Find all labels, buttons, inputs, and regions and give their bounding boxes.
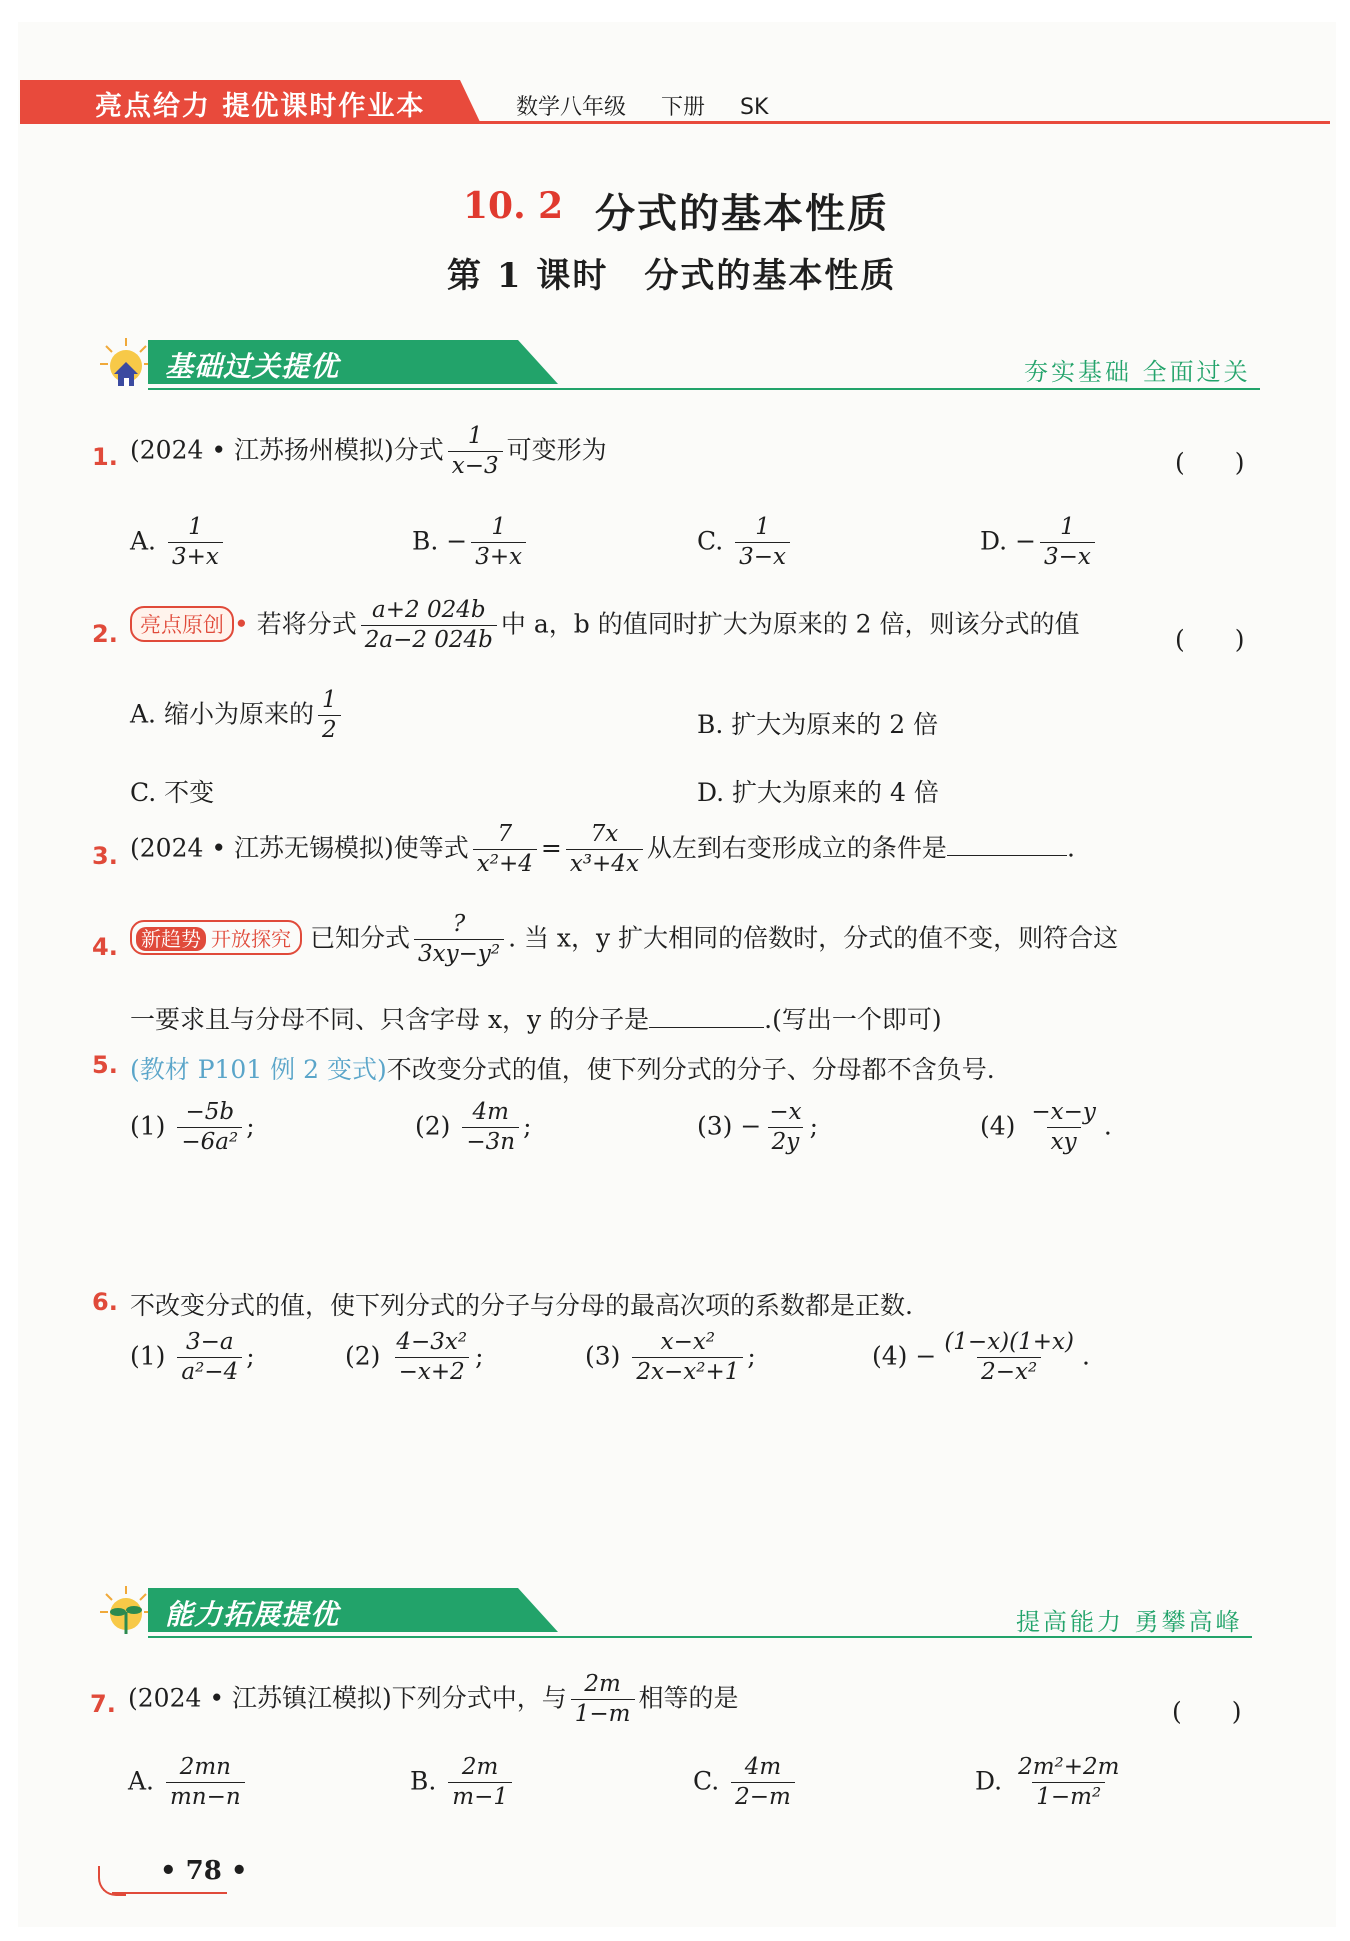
option-label: B. — [410, 1766, 437, 1796]
fraction-numerator: −x — [769, 1099, 802, 1125]
fraction-numerator: −x−y — [1031, 1099, 1096, 1125]
option-text: A. 缩小为原来的 — [130, 699, 314, 729]
option-label: C. — [693, 1766, 720, 1796]
badge-open-explore: 开放探究 — [211, 927, 291, 952]
fraction-denominator: 3−x — [735, 542, 790, 570]
fraction — [1040, 515, 1095, 571]
fraction — [462, 1100, 519, 1156]
question-1-stem — [130, 424, 607, 480]
option-label: A. — [130, 526, 157, 556]
option-label: (3) — [585, 1341, 621, 1371]
punctuation: ; — [475, 1341, 484, 1371]
option-b: B. 扩大为原来的 2 倍 — [697, 710, 939, 739]
option-label: D. — [980, 526, 1008, 556]
fraction — [361, 598, 497, 654]
question-2-stem: 亮点原创 • 若将分式 $\frac{a+2 024b}{2a-2 024b}$ 中 a，b 的值同时扩大为原来的 2 倍，则该分式的值 — [130, 598, 1080, 654]
badge-new-trend: 新趋势 — [136, 927, 206, 951]
answer-blank[interactable] — [649, 1007, 764, 1028]
fraction — [168, 515, 223, 571]
fraction-denominator: 3+x — [471, 542, 526, 570]
period: . — [1066, 833, 1075, 863]
fraction-numerator: 7x — [590, 821, 619, 847]
question-text: 相等的是 — [638, 1683, 739, 1713]
page-number: • 78 • — [160, 1856, 248, 1886]
option-a — [130, 688, 345, 744]
fraction — [318, 688, 341, 744]
question-number: 1. — [92, 443, 118, 471]
book-info — [516, 90, 796, 121]
punctuation: ; — [747, 1341, 756, 1371]
fraction-denominator: 2−m — [731, 1782, 795, 1810]
minus-sign: − — [740, 1111, 762, 1141]
fraction-numerator: 3−a — [185, 1329, 234, 1355]
fraction-numerator: 2m — [584, 1671, 621, 1697]
fraction — [448, 424, 503, 480]
question-4-line2 — [130, 1000, 942, 1036]
question-text: 已知分式 — [309, 923, 410, 953]
question-text: . 当 x，y 扩大相同的倍数时，分式的值不变，则符合这 — [508, 923, 1119, 953]
item-3 — [697, 1100, 818, 1156]
question-number: 7. — [90, 1690, 116, 1718]
answer-blank[interactable] — [947, 835, 1067, 856]
answer-parenthesis: ( ) — [1175, 448, 1245, 477]
edition-label: SK — [740, 95, 769, 120]
question-number: 6. — [92, 1288, 118, 1316]
fraction-denominator: a²−4 — [177, 1357, 242, 1385]
fraction — [177, 1330, 242, 1386]
fraction-denominator: 3+x — [168, 542, 223, 570]
punctuation: ; — [246, 1111, 255, 1141]
option-1 — [128, 1755, 249, 1811]
option-2 — [412, 515, 530, 571]
question-text: 若将分式 — [256, 609, 357, 639]
fraction-denominator: 1−m² — [1032, 1782, 1105, 1810]
fraction-denominator: −3n — [462, 1127, 519, 1155]
question-text: (2024 • 江苏镇江模拟)下列分式中，与 — [128, 1683, 567, 1713]
question-text: 中 a，b 的值同时扩大为原来的 2 倍，则该分式的值 — [500, 609, 1080, 639]
sprout-sun-icon — [96, 1582, 156, 1638]
fraction — [448, 1755, 512, 1811]
house-sun-icon — [96, 334, 156, 390]
fraction-denominator: x²+4 — [473, 849, 537, 877]
equals-sign: = — [540, 833, 562, 863]
option-d: D. 扩大为原来的 4 倍 — [697, 778, 939, 807]
fraction-numerator: ? — [452, 911, 466, 937]
fraction-denominator: mn−n — [166, 1782, 245, 1810]
section-rule-basic — [148, 388, 1260, 390]
option-label: (4) — [872, 1341, 908, 1371]
fraction — [731, 1755, 795, 1811]
option-label: (1) — [130, 1111, 166, 1141]
trend-badge — [130, 920, 302, 955]
section-rule-advanced — [148, 1636, 1252, 1638]
fraction-numerator: 7 — [497, 821, 513, 847]
fraction-numerator: 2m — [461, 1754, 499, 1780]
subject-label: 数学八年级 — [516, 95, 627, 120]
option-4 — [980, 515, 1099, 571]
fraction-denominator: x³+4x — [566, 849, 643, 877]
option-label: A. — [128, 1766, 155, 1796]
fraction — [632, 1330, 743, 1386]
answer-parenthesis: ( ) — [1175, 625, 1245, 654]
question-text: (2024 • 江苏无锡模拟)使等式 — [130, 833, 469, 863]
fraction-denominator: −x+2 — [395, 1357, 469, 1385]
question-number: 5. — [92, 1051, 118, 1079]
item-2 — [415, 1100, 532, 1156]
punctuation: ; — [523, 1111, 532, 1141]
question-3-stem — [130, 822, 1075, 878]
punctuation: . — [1103, 1111, 1112, 1141]
fraction-numerator: −5b — [185, 1099, 235, 1125]
fraction-numerator: 1 — [755, 514, 770, 540]
fraction-denominator: xy — [1047, 1127, 1081, 1155]
fraction — [765, 1100, 805, 1156]
page-title: 分式的基本性质 — [595, 190, 889, 237]
fraction-numerator: 4m — [744, 1754, 782, 1780]
option-label: (4) — [980, 1111, 1016, 1141]
fraction — [166, 1755, 245, 1811]
fraction-numerator: 2m²+2m — [1018, 1754, 1120, 1780]
fraction — [1027, 1100, 1100, 1156]
fraction — [177, 1100, 242, 1156]
fraction-numerator: 2mn — [179, 1754, 231, 1780]
fraction-numerator: 4m — [472, 1099, 509, 1125]
fraction-numerator: 1 — [491, 514, 506, 540]
option-3 — [697, 515, 794, 571]
question-number: 2. — [92, 620, 118, 648]
fraction — [571, 1672, 635, 1728]
fraction-denominator: 2y — [768, 1127, 804, 1155]
question-text: 从左到右变形成立的条件是 — [646, 833, 947, 863]
fraction — [566, 822, 643, 878]
section-slogan-advanced: 提高能力 勇攀高峰 — [1016, 1608, 1243, 1636]
item-4 — [980, 1100, 1112, 1156]
item-4 — [872, 1330, 1090, 1386]
section-title-basic: 基础过关提优 — [165, 350, 340, 383]
option-label: (1) — [130, 1341, 166, 1371]
option-c: C. 不变 — [130, 778, 215, 807]
question-text: 一要求且与分母不同、只含字母 x，y 的分子是 — [130, 1005, 650, 1034]
option-label: B. — [412, 526, 439, 556]
item-3 — [585, 1330, 756, 1386]
option-label: (3) — [697, 1111, 733, 1141]
page-number-rule — [112, 1892, 227, 1894]
fraction — [414, 912, 504, 968]
question-text: 可变形为 — [506, 435, 607, 465]
question-7-stem — [128, 1672, 739, 1728]
option-2 — [410, 1755, 516, 1811]
option-label: (2) — [415, 1111, 451, 1141]
question-number: 3. — [92, 842, 118, 870]
fraction — [735, 515, 790, 571]
punctuation: ; — [809, 1111, 819, 1141]
option-3 — [693, 1755, 799, 1811]
fraction-numerator: 1 — [467, 423, 483, 449]
fraction-denominator: 2 — [318, 715, 341, 743]
fraction-numerator: x−x² — [660, 1329, 716, 1355]
fraction-denominator: 2−x² — [977, 1357, 1041, 1385]
fraction-numerator: 1 — [321, 687, 337, 713]
question-text: 不改变分式的值，使下列分式的分子、分母都不含负号. — [386, 1055, 995, 1084]
series-title: 亮点给力 提优课时作业本 — [95, 91, 426, 122]
fraction-numerator: a+2 024b — [372, 597, 486, 623]
question-number: 4. — [92, 933, 118, 961]
question-4-stem — [130, 912, 1118, 968]
fraction — [1014, 1755, 1123, 1811]
item-1 — [130, 1330, 255, 1386]
fraction-numerator: 4−3x² — [396, 1329, 468, 1355]
page-background — [18, 22, 1336, 1927]
question-6-stem: 不改变分式的值，使下列分式的分子与分母的最高次项的系数都是正数. — [130, 1291, 913, 1320]
section-slogan-basic: 夯实基础 全面过关 — [1024, 358, 1251, 386]
original-badge: 亮点原创 — [130, 606, 234, 642]
fraction-denominator: x−3 — [448, 451, 503, 479]
fraction-denominator: 1−m — [571, 1699, 635, 1727]
section-title-advanced: 能力拓展提优 — [165, 1598, 340, 1631]
option-1 — [130, 515, 227, 571]
item-2 — [345, 1330, 484, 1386]
question-5-stem — [130, 1050, 995, 1086]
option-label: (2) — [345, 1341, 381, 1371]
fraction-denominator: m−1 — [448, 1782, 512, 1810]
answer-parenthesis: ( ) — [1172, 1697, 1242, 1726]
question-source: (2024 • 江苏扬州模拟)分式 — [130, 435, 444, 465]
fraction — [392, 1330, 471, 1386]
fraction-numerator: 1 — [1060, 514, 1075, 540]
punctuation: . — [1081, 1341, 1090, 1371]
fraction-denominator: 3−x — [1040, 542, 1095, 570]
option-label: C. — [697, 526, 724, 556]
fraction-denominator: 2x−x²+1 — [632, 1357, 743, 1385]
fraction — [940, 1330, 1078, 1386]
punctuation: ; — [246, 1341, 255, 1371]
option-4 — [975, 1755, 1127, 1811]
fraction-numerator: (1−x)(1+x) — [944, 1329, 1074, 1355]
fraction-denominator: 3xy−y² — [414, 939, 504, 967]
minus-sign: − — [446, 526, 468, 556]
question-text: .(写出一个即可) — [764, 1005, 942, 1034]
volume-label: 下册 — [661, 95, 706, 120]
option-label: D. — [975, 1766, 1003, 1796]
lesson-subtitle: 第 1 课时 分式的基本性质 — [447, 256, 897, 296]
minus-sign: − — [915, 1341, 937, 1371]
fraction-numerator: 1 — [188, 514, 203, 540]
fraction — [471, 515, 526, 571]
textbook-reference: (教材 P101 例 2 变式) — [130, 1055, 387, 1084]
fraction-denominator: 2a−2 024b — [361, 625, 497, 653]
section-number: 10. 2 — [463, 185, 564, 227]
fraction-denominator: −6a² — [177, 1127, 242, 1155]
minus-sign: − — [1015, 526, 1037, 556]
item-1 — [130, 1100, 255, 1156]
fraction — [473, 822, 537, 878]
